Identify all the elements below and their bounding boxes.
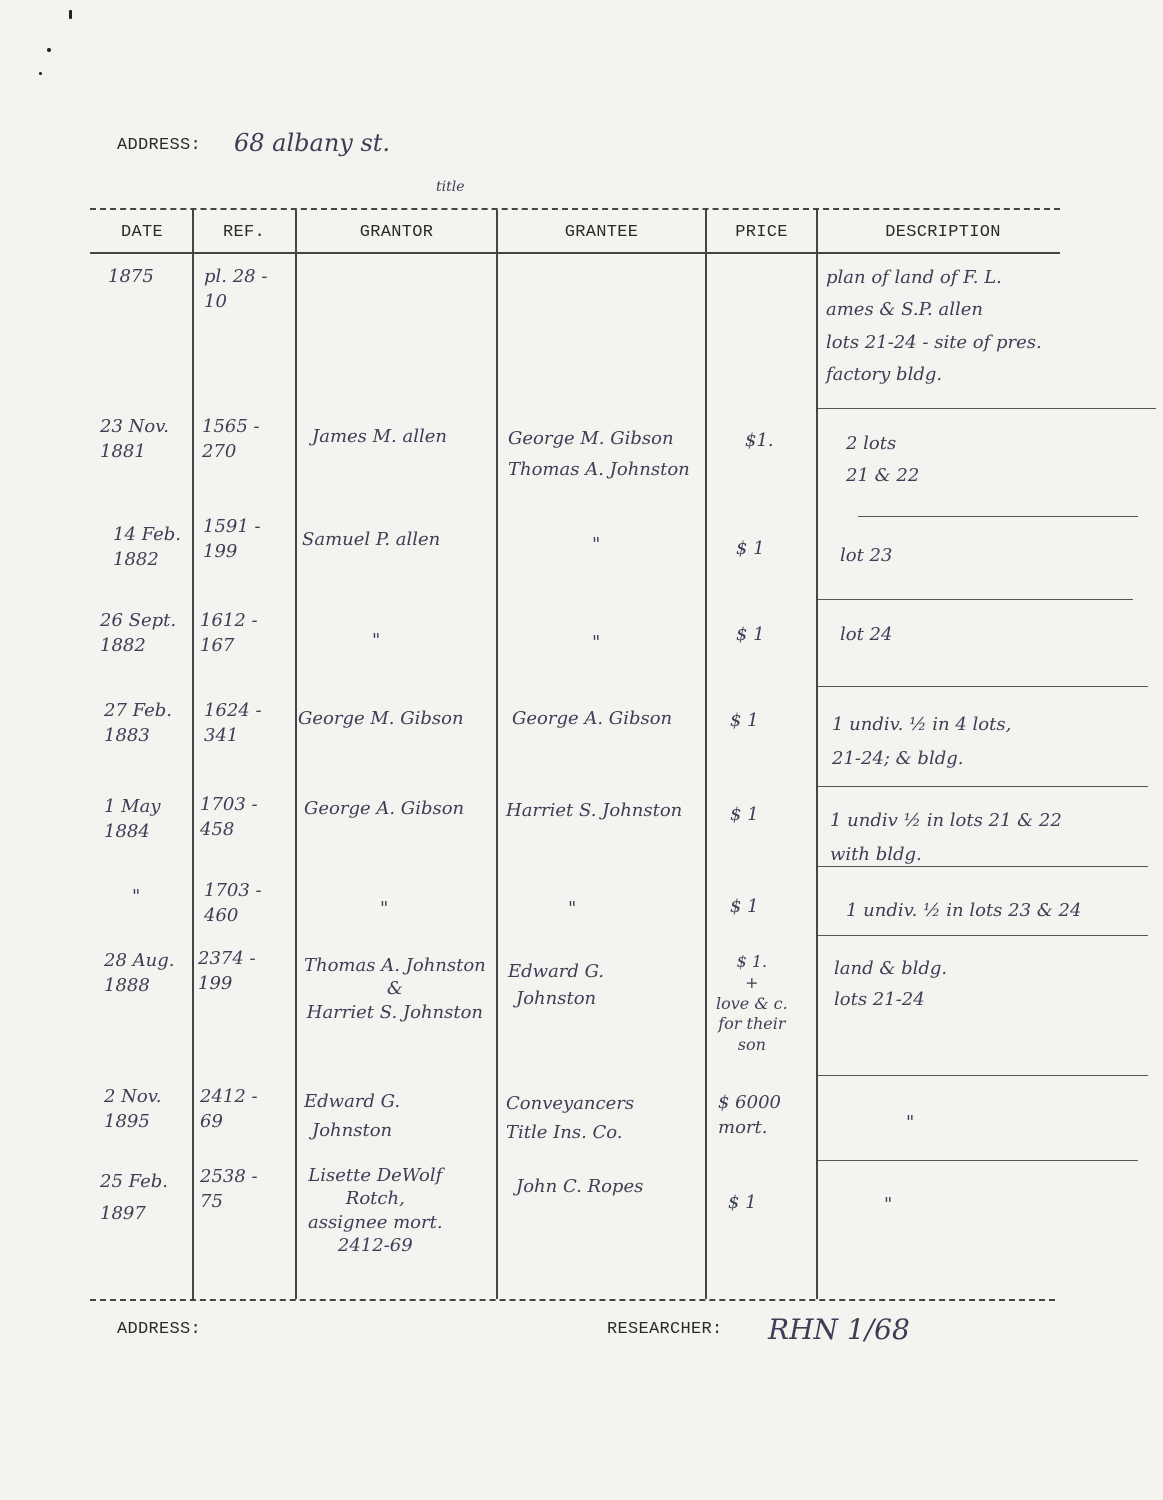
researcher-label: RESEARCHER:: [607, 1320, 723, 1339]
cell-description: lot 24: [840, 624, 893, 645]
cell-grantee: ": [592, 534, 601, 555]
cell-description: ": [906, 1112, 915, 1133]
cell-grantor: Samuel P. allen: [302, 529, 441, 550]
col-divider: [295, 210, 297, 1299]
researcher-value: RHN 1/68: [768, 1313, 910, 1346]
cell-price: $ 6000 mort.: [718, 1092, 781, 1139]
cell-date: 14 Feb. 1882: [113, 524, 182, 571]
cell-price: $ 1: [736, 538, 765, 559]
cell-grantor: George A. Gibson: [304, 798, 465, 819]
address-label: ADDRESS:: [117, 136, 202, 155]
cell-ref: 1591 - 199: [203, 516, 261, 563]
cell-ref: 2374 - 199: [198, 948, 256, 995]
footer-address-label: ADDRESS:: [117, 1320, 202, 1339]
cell-grantor: ": [372, 630, 381, 651]
cell-date: 27 Feb. 1883: [104, 700, 173, 747]
cell-date: 28 Aug. 1888: [104, 950, 175, 997]
cell-ref: 1612 - 167: [200, 610, 258, 657]
cell-date: ": [132, 886, 141, 907]
table-top-rule: [90, 208, 1060, 210]
row-rule: [818, 786, 1148, 787]
col-divider: [816, 210, 818, 1299]
cell-price: $1.: [745, 430, 774, 451]
row-rule: [818, 686, 1148, 687]
cell-date: 26 Sept. 1882: [100, 610, 177, 657]
cell-grantee: George A. Gibson: [512, 708, 673, 729]
cell-description: 2 lots 21 & 22: [846, 433, 920, 487]
cell-price: $ 1: [730, 710, 759, 731]
row-rule: [818, 935, 1148, 936]
col-header-grantee: GRANTEE: [564, 223, 639, 242]
address-value: 68 albany st.: [234, 129, 391, 157]
col-header-grantor: GRANTOR: [359, 223, 434, 242]
header-bottom-rule: [90, 252, 1060, 254]
cell-date: 1 May 1884: [104, 796, 161, 843]
cell-grantee: Harriet S. Johnston: [506, 800, 683, 821]
table-bottom-rule: [90, 1299, 1055, 1301]
cell-ref: 2412 - 69: [200, 1086, 258, 1133]
col-header-date: DATE: [120, 223, 163, 242]
cell-ref: 1624 - 341: [204, 700, 262, 747]
row-rule: [818, 1160, 1138, 1161]
cell-date: 23 Nov. 1881: [100, 416, 169, 463]
cell-price: $ 1: [728, 1192, 757, 1213]
cell-grantee: Conveyancers Title Ins. Co.: [506, 1093, 635, 1143]
cell-description: 1 undiv. ½ in lots 23 & 24: [846, 900, 1082, 921]
cell-grantor: George M. Gibson: [298, 708, 464, 729]
cell-grantor: Edward G. Johnston: [304, 1091, 401, 1141]
cell-date: 2 Nov. 1895: [104, 1086, 162, 1133]
cell-price: $ 1: [730, 896, 759, 917]
row-rule: [858, 516, 1138, 517]
col-header-description: DESCRIPTION: [885, 223, 1001, 242]
col-divider: [496, 210, 498, 1299]
cell-price: $ 1. + love & c. for their son: [716, 952, 788, 1055]
cell-grantor: Lisette DeWolf Rotch, assignee mort. 2412-69: [308, 1165, 443, 1257]
cell-description: 1 undiv ½ in lots 21 & 22 with bldg.: [830, 810, 1062, 866]
cell-price: $ 1: [736, 624, 765, 645]
cell-price: $ 1: [730, 804, 759, 825]
cell-description: lot 23: [840, 545, 893, 566]
cell-ref: 1565 - 270: [202, 416, 260, 463]
col-header-ref: REF.: [222, 223, 265, 242]
col-divider: [192, 210, 194, 1299]
cell-grantee: George M. Gibson Thomas A. Johnston: [508, 428, 690, 480]
cell-description: 1 undiv. ½ in 4 lots, 21-24; & bldg.: [832, 714, 1012, 770]
row-rule: [818, 599, 1133, 600]
cell-grantee: ": [568, 898, 577, 919]
cell-date: 25 Feb. 1897: [100, 1171, 169, 1225]
cell-grantee: Edward G. Johnston: [508, 961, 605, 1009]
row-rule: [818, 408, 1156, 409]
cell-ref: 1703 - 460: [204, 880, 262, 927]
col-divider: [705, 210, 707, 1299]
row-rule: [818, 1075, 1148, 1076]
cell-date: 1875: [108, 266, 154, 287]
cell-description: ": [884, 1194, 893, 1215]
cell-grantor: ": [380, 898, 389, 919]
cell-ref: 2538 - 75: [200, 1166, 258, 1213]
cell-description: plan of land of F. L. ames & S.P. allen lots 21-24 - site of pres. factory bldg.: [826, 267, 1042, 386]
cell-grantor: Thomas A. Johnston & Harriet S. Johnston: [304, 955, 486, 1023]
cell-ref: pl. 28 - 10: [204, 266, 268, 313]
cell-grantee: ": [592, 632, 601, 653]
title-note: title: [436, 179, 465, 195]
cell-description: land & bldg. lots 21-24: [834, 958, 948, 1010]
col-header-price: PRICE: [735, 223, 788, 242]
cell-grantee: John C. Ropes: [516, 1176, 644, 1197]
cell-grantor: James M. allen: [312, 426, 447, 447]
cell-ref: 1703 - 458: [200, 794, 258, 841]
